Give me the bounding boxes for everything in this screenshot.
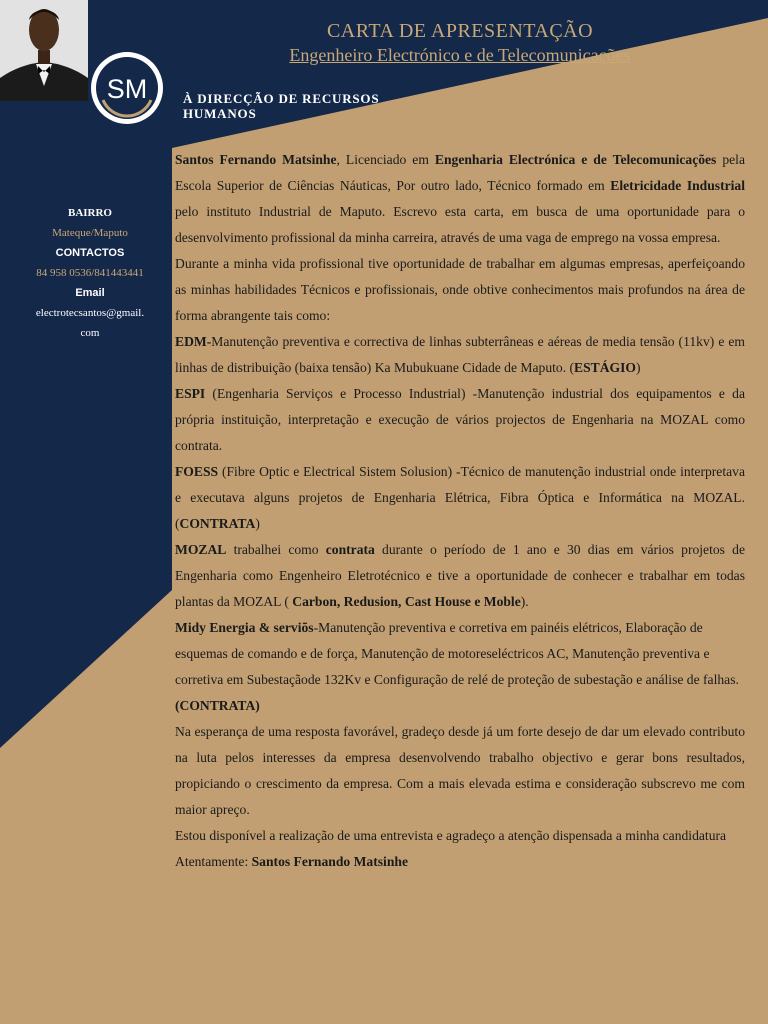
text-span: (Fibre Optic e Electrical Sistem Solusion) -Técnico de manutenção industrial onde interpretava e executava alguns projetos de Engenharia Elétrica, Fibra Óptica e Informática na MOZAL. (: [175, 464, 745, 531]
espi-paragraph: [175, 381, 745, 459]
text-span: ).: [520, 594, 529, 609]
email-label: Email: [75, 287, 105, 299]
bairro-value: Mateque/Maputo: [52, 227, 128, 239]
company-name: ESPI: [175, 386, 206, 401]
email-line-2: com: [80, 327, 100, 339]
signature-label: Atentamente:: [175, 854, 252, 869]
role-tag: CONTRATA: [179, 516, 256, 531]
contact-sidebar: [12, 203, 168, 343]
company-name: MOZAL: [175, 542, 227, 557]
monogram-logo: [89, 50, 165, 126]
technical-course: Eletricidade Industrial: [610, 178, 745, 193]
contactos-label: CONTACTOS: [55, 247, 125, 259]
foess-paragraph: [175, 459, 745, 537]
text-span: Manutenção preventiva e correctiva de linhas subterrâneas e aéreas de media tensão (11kv) e em linhas de distribuição (baixa tensão) Ka Mubukuane Cidade de Maputo. (: [175, 334, 745, 375]
midy-paragraph: [175, 615, 745, 719]
monogram-text: SM: [106, 74, 148, 104]
profile-photo: [0, 0, 88, 101]
text-span: -Manutenção preventiva e corretiva em painéis elétricos, Elaboração de esquemas de comando e de força, Manutenção de motoreseléctricos AC, Manutenção preventiva e corretiva em Subestaçãode 132Kv e Configuração de relé de proteção de subestação e análise de falhas.: [175, 620, 739, 687]
email-line-1: electrotecsantos@gmail.: [35, 307, 145, 319]
company-name: FOESS: [175, 464, 219, 479]
edm-paragraph: [175, 329, 745, 381]
text-span: ): [255, 516, 260, 531]
text-span: durante o período de 1 ano e 30 dias em vários projetos de Engenharia como Engenheiro Eletrotécnico e tive a oportunidade de conhecer e trabalhar em todas plantas da MOZAL (: [175, 542, 745, 609]
phone-numbers: 84 958 0536/841443441: [36, 267, 144, 279]
page-subtitle: Engenheiro Electrónico e de Telecomunicações: [289, 45, 631, 65]
interview-paragraph: Estou disponível a realização de uma entrevista e agradeço a atenção dispensada a minha candidatura: [175, 828, 727, 843]
signature-name: Santos Fernando Matsinhe: [251, 854, 408, 869]
letter-body: [175, 147, 745, 875]
addressee-line-2: HUMANOS: [183, 106, 257, 121]
signature-line: [175, 849, 745, 875]
company-name: Midy Energia & serviõs: [175, 620, 314, 635]
applicant-name: Santos Fernando Matsinhe: [175, 152, 337, 167]
text-span: pela Escola Superior de Ciências Náuticas, Por outro lado, Técnico formado em: [175, 152, 745, 193]
text-span: trabalhei como: [226, 542, 326, 557]
role-tag: ESTÁGIO: [574, 360, 636, 375]
text-span: pelo instituto Industrial de Maputo. Escrevo esta carta, em busca de uma oportunidade para o desenvolvimento profissional da minha carreira, através de uma vaga de emprego na vossa empresa.: [175, 204, 745, 245]
page-title: CARTA DE APRESENTAÇÃO: [326, 20, 594, 42]
header-title-block: [200, 20, 720, 66]
role-tag: contrata: [325, 542, 375, 557]
experience-intro-paragraph: Durante a minha vida profissional tive oportunidade de trabalhar em algumas empresas, aperfeiçoando as minhas habilidades Técnicos e profissionais, onde obtive conhecimentos mais profundos na área de forma abrangente tais como:: [175, 256, 745, 323]
intro-paragraph: [175, 147, 745, 251]
text-span: , Licenciado em: [336, 152, 435, 167]
role-tag: (CONTRATA): [175, 698, 260, 713]
plant-list: Carbon, Redusion, Cast House e Moble: [292, 594, 521, 609]
company-name: EDM-: [175, 334, 212, 349]
degree-course: Engenharia Electrónica e de Telecomunicações: [434, 152, 717, 167]
text-span: (Engenharia Serviços e Processo Industrial) -Manutenção industrial dos equipamentos e da própria instituição, interpretação e execução de vários projectos de Engenharia na MOZAL como contrata.: [175, 386, 745, 453]
addressee-line-1: À DIRECÇÃO DE RECURSOS: [183, 91, 380, 106]
closing-paragraph: Na esperança de uma resposta favorável, gradeço desde já um forte desejo de dar um elevado contributo na luta pelos interesses da empresa desenvolvendo trabalho objectivo e gerar bons resultados, propiciando o crescimento da empresa. Com a mais elevada estima e consideração subscrevo me com maior apreço.: [175, 724, 745, 817]
addressee: [183, 91, 433, 121]
mozal-paragraph: [175, 537, 745, 615]
text-span: ): [635, 360, 641, 375]
bairro-label: BAIRRO: [67, 207, 112, 219]
